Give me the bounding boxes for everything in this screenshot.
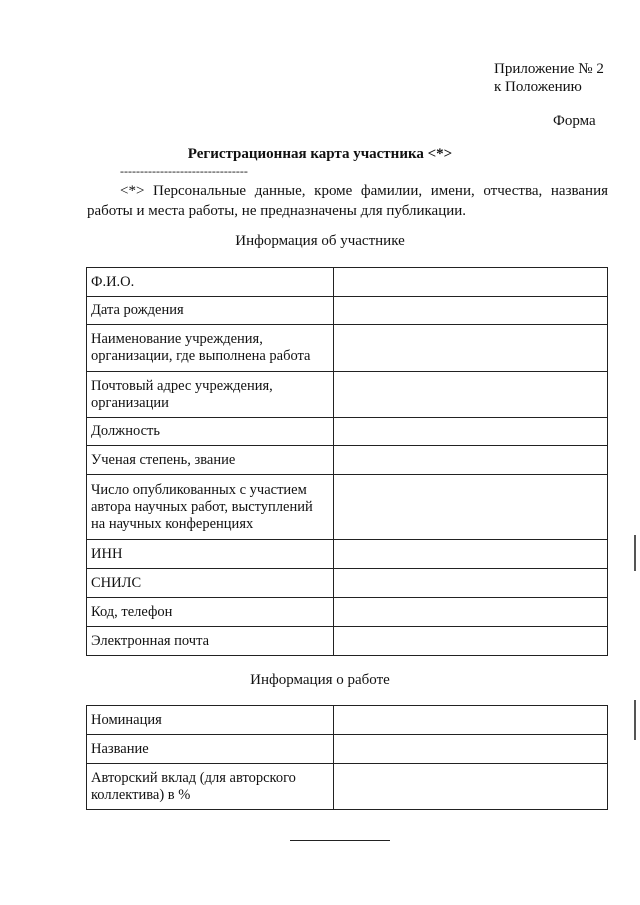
row-value-inn[interactable] <box>334 540 608 569</box>
row-label-snils: СНИЛС <box>87 569 334 598</box>
row-label-phone: Код, телефон <box>87 598 334 627</box>
row-label-birth-date: Дата рождения <box>87 297 334 325</box>
form-label: Форма <box>553 113 596 129</box>
scan-edge-mark <box>634 535 636 571</box>
appendix-header <box>494 60 604 96</box>
row-value-full-name[interactable] <box>334 268 608 297</box>
row-label-publications-count: Число опубликованных с участием автора научных работ, выступлений на научных конференциях <box>87 475 334 540</box>
row-value-work-title[interactable] <box>334 735 608 764</box>
row-label-institution: Наименование учреждения, организации, где выполнена работа <box>87 325 334 372</box>
work-section-title: Информация о работе <box>250 672 390 688</box>
row-label-academic-degree: Ученая степень, звание <box>87 446 334 475</box>
row-label-postal-address: Почтовый адрес учреждения, организации <box>87 372 334 418</box>
table-row <box>87 627 608 656</box>
row-value-nomination[interactable] <box>334 706 608 735</box>
table-row <box>87 297 608 325</box>
row-label-position: Должность <box>87 418 334 446</box>
table-row <box>87 446 608 475</box>
row-value-postal-address[interactable] <box>334 372 608 418</box>
table-row <box>87 418 608 446</box>
row-value-academic-degree[interactable] <box>334 446 608 475</box>
table-row <box>87 268 608 297</box>
table-row <box>87 475 608 540</box>
table-row <box>87 372 608 418</box>
table-row <box>87 540 608 569</box>
row-value-email[interactable] <box>334 627 608 656</box>
document-title: Регистрационная карта участника <*> <box>187 146 453 162</box>
appendix-number: Приложение № 2 <box>494 61 604 77</box>
scan-edge-mark <box>634 700 636 740</box>
row-value-birth-date[interactable] <box>334 297 608 325</box>
row-value-publications-count[interactable] <box>334 475 608 540</box>
row-label-full-name: Ф.И.О. <box>87 268 334 297</box>
row-value-phone[interactable] <box>334 598 608 627</box>
footer-rule <box>290 840 390 841</box>
row-label-nomination: Номинация <box>87 706 334 735</box>
appendix-reference: к Положению <box>494 79 582 95</box>
participant-info-table <box>86 267 608 656</box>
row-value-institution[interactable] <box>334 325 608 372</box>
footnote-separator: -------------------------------- <box>120 164 248 178</box>
table-row <box>87 569 608 598</box>
row-label-author-contribution: Авторский вклад (для авторского коллектива) в % <box>87 764 334 810</box>
row-value-author-contribution[interactable] <box>334 764 608 810</box>
table-row <box>87 325 608 372</box>
row-label-email: Электронная почта <box>87 627 334 656</box>
row-label-work-title: Название <box>87 735 334 764</box>
table-row <box>87 764 608 810</box>
footnote-text: <*> Персональные данные, кроме фамилии, имени, отчества, названия работы и места работы, не предназначены для публикации. <box>87 183 608 219</box>
table-row <box>87 706 608 735</box>
work-info-table <box>86 705 608 810</box>
row-value-snils[interactable] <box>334 569 608 598</box>
row-label-inn: ИНН <box>87 540 334 569</box>
table-row <box>87 735 608 764</box>
participant-section-title: Информация об участнике <box>235 233 405 249</box>
row-value-position[interactable] <box>334 418 608 446</box>
table-row <box>87 598 608 627</box>
